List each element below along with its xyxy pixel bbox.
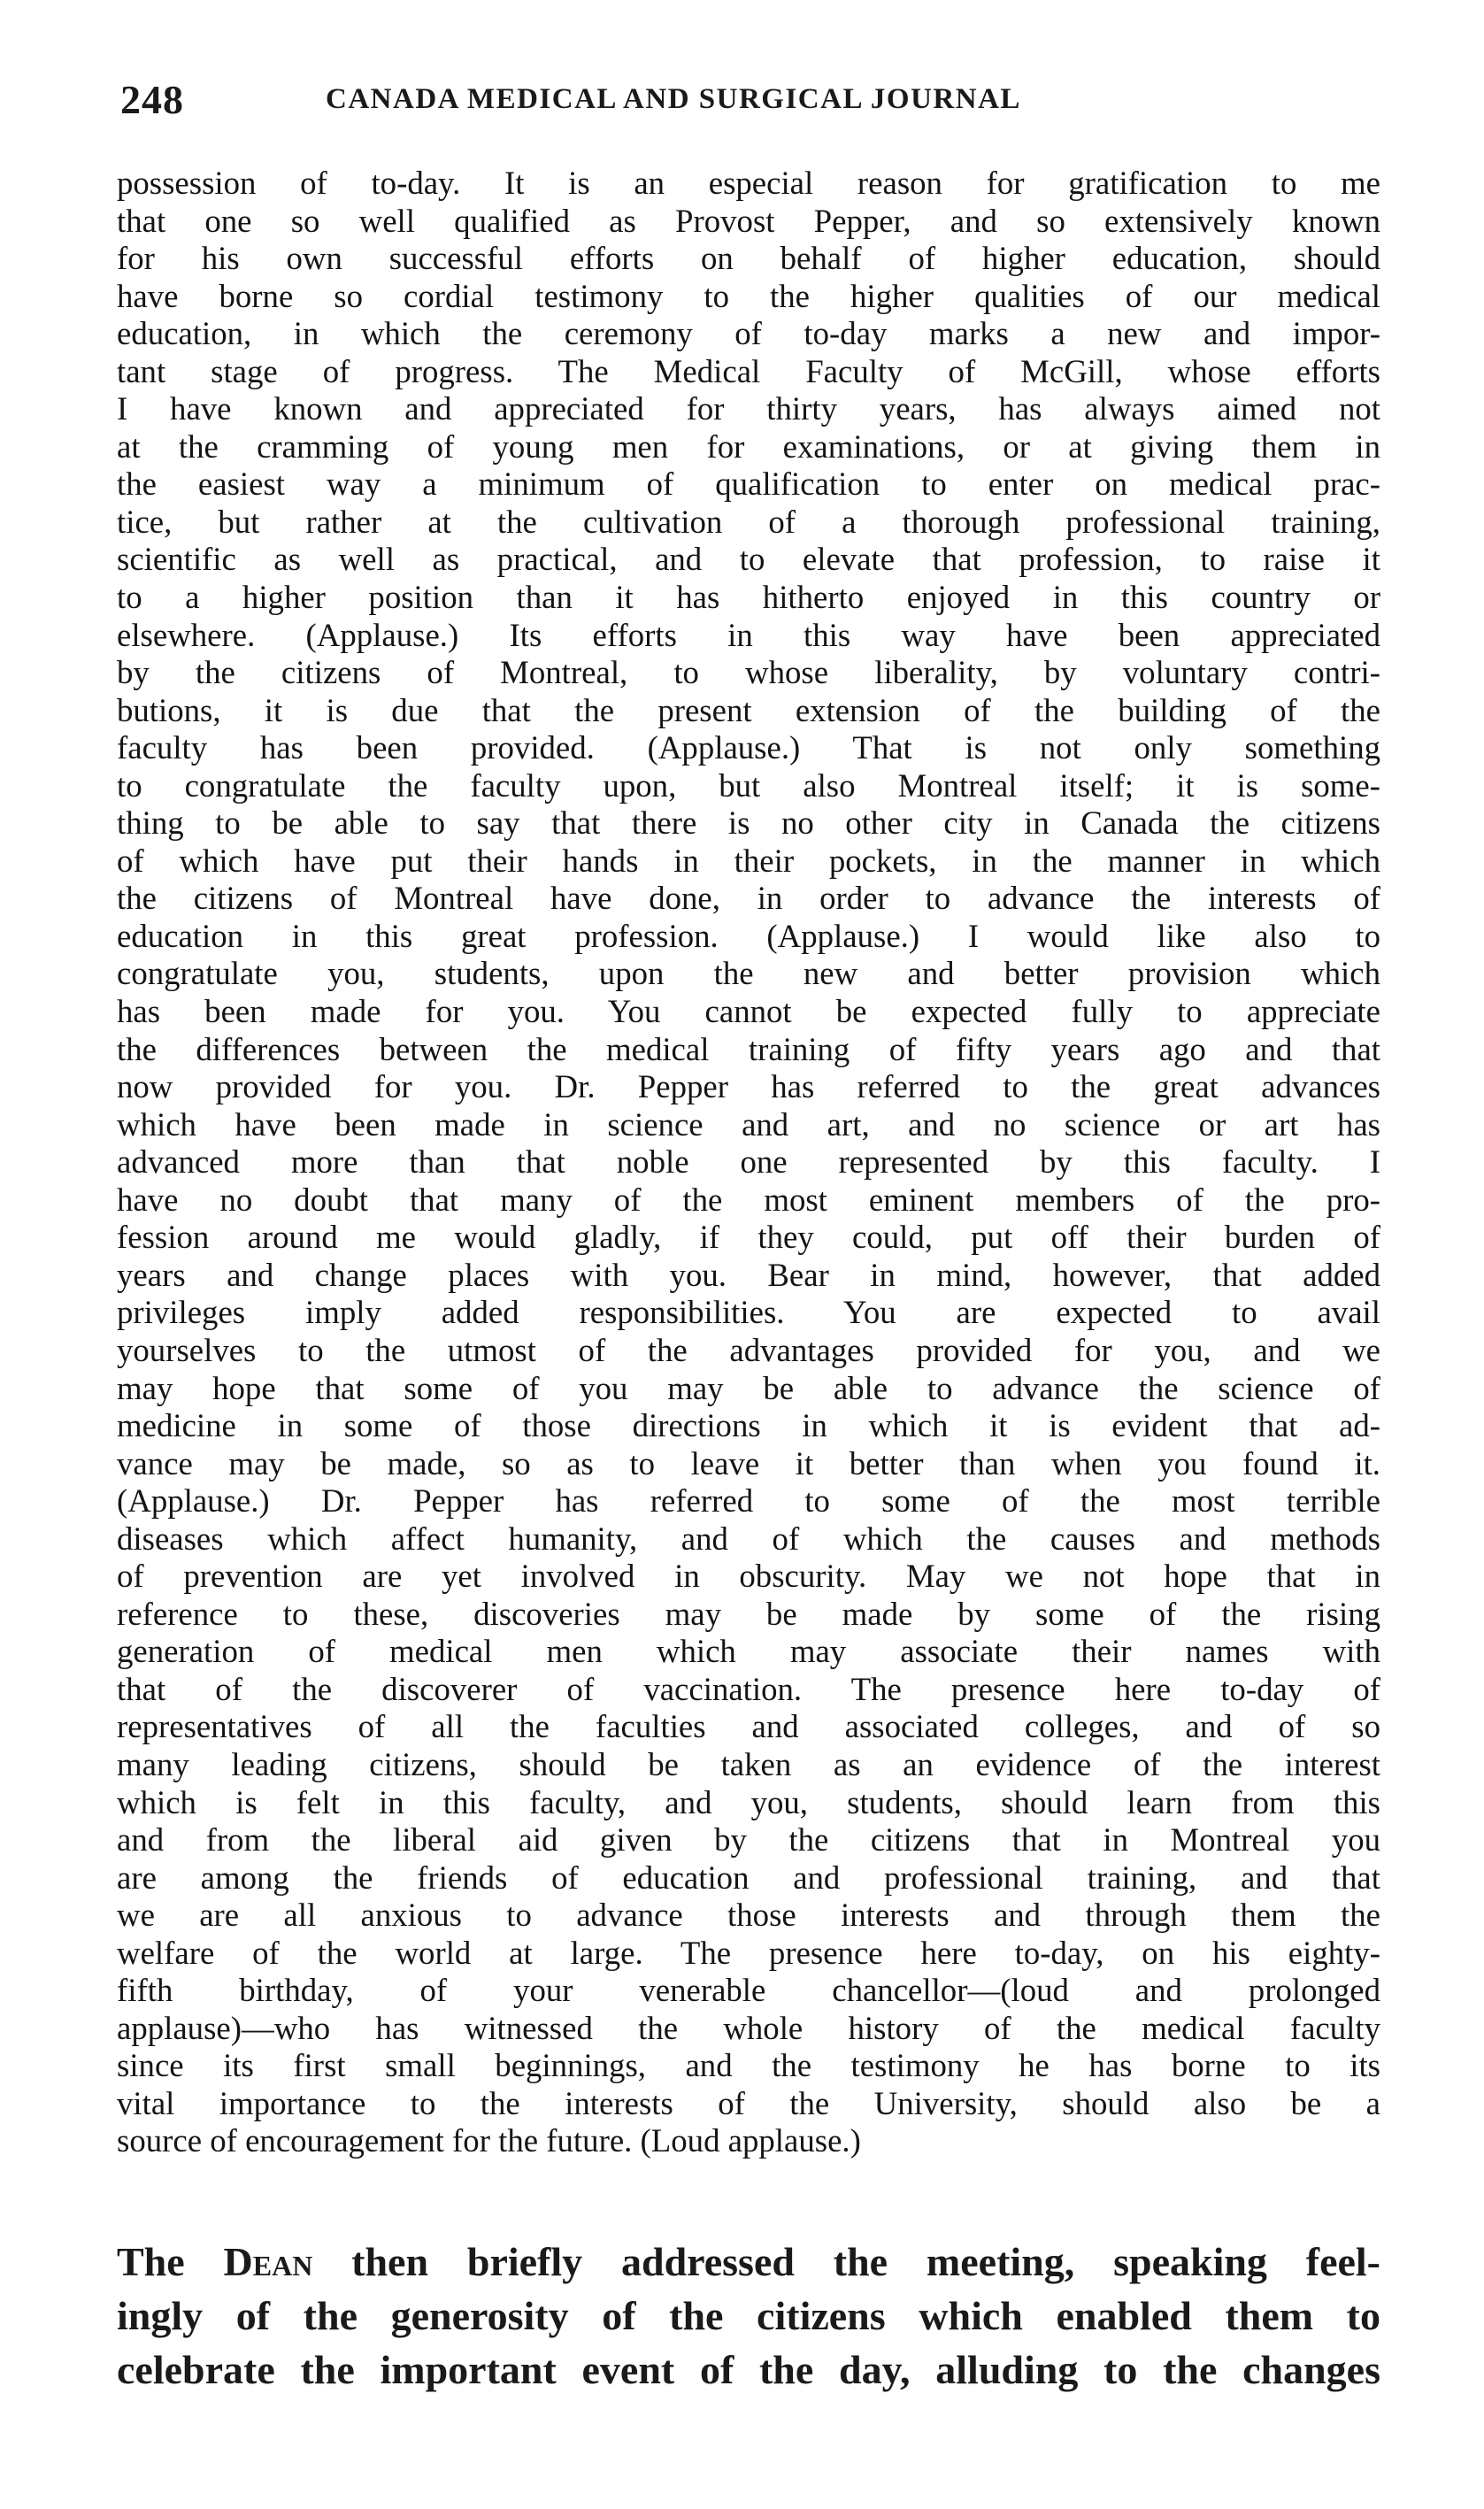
text-line: at the cramming of young men for examinations, or at giving them in bbox=[117, 427, 1380, 465]
text-line: yourselves to the utmost of the advantages provided for you, and we bbox=[117, 1331, 1380, 1368]
text-line: reference to these, discoveries may be made by some of the rising bbox=[117, 1595, 1380, 1632]
text-line: medicine in some of those directions in which it is evident that ad- bbox=[117, 1407, 1380, 1444]
text-line: representatives of all the faculties and associated colleges, and of so bbox=[117, 1708, 1380, 1745]
text-line: (Applause.) Dr. Pepper has referred to some of the most terrible bbox=[117, 1482, 1380, 1520]
text-line: butions, it is due that the present extension of the building of the bbox=[117, 691, 1380, 728]
text-line: to congratulate the faculty upon, but also Montreal itself; it is some- bbox=[117, 766, 1380, 804]
closing-line-1 bbox=[117, 2235, 1380, 2289]
text-line: we are all anxious to advance those interests and through them the bbox=[117, 1897, 1380, 1934]
text-line: by the citizens of Montreal, to whose liberality, by voluntary contri- bbox=[117, 654, 1380, 691]
text-line: years and change places with you. Bear in mind, however, that added bbox=[117, 1256, 1380, 1293]
text-line: privileges imply added responsibilities. You are expected to avail bbox=[117, 1294, 1380, 1331]
text-line: since its first small beginnings, and the testimony he has borne to its bbox=[117, 2047, 1380, 2084]
closing-line-2: ingly of the generosity of the citizens which enabled them to bbox=[117, 2293, 1380, 2338]
text-line: welfare of the world at large. The presence here to-day, on his eighty- bbox=[117, 1934, 1380, 1971]
text-line: congratulate you, students, upon the new and better provision which bbox=[117, 955, 1380, 992]
text-line: that of the discoverer of vaccination. The presence here to-day of bbox=[117, 1670, 1380, 1707]
text-line-last: source of encouragement for the future. (Loud applause.) bbox=[117, 2122, 861, 2159]
text-line: education, in which the ceremony of to-day marks a new and impor- bbox=[117, 315, 1380, 352]
speech-paragraph bbox=[117, 165, 1380, 2160]
text-line: tant stage of progress. The Medical Faculty of McGill, whose efforts bbox=[117, 352, 1380, 389]
text-line: now provided for you. Dr. Pepper has referred to the great advances bbox=[117, 1068, 1380, 1105]
text-line: applause)—who has witnessed the whole history of the medical faculty bbox=[117, 2009, 1380, 2046]
text-line: for his own successful efforts on behalf of higher education, should bbox=[117, 240, 1380, 277]
text-line: education in this great profession. (Applause.) I would like also to bbox=[117, 917, 1380, 954]
text-line: I have known and appreciated for thirty years, has always aimed not bbox=[117, 390, 1380, 427]
closing-line-1-rest: then briefly addressed the meeting, speaking feel- bbox=[312, 2239, 1381, 2284]
page-number: 248 bbox=[120, 77, 184, 122]
text-line: the differences between the medical training of fifty years ago and that bbox=[117, 1030, 1380, 1067]
text-line: faculty has been provided. (Applause.) That is not only something bbox=[117, 729, 1380, 766]
text-line: diseases which affect humanity, and of which the causes and methods bbox=[117, 1520, 1380, 1557]
text-line: generation of medical men which may associate their names with bbox=[117, 1633, 1380, 1670]
text-line: elsewhere. (Applause.) Its efforts in this way have been appreciated bbox=[117, 616, 1380, 653]
text-line: fession around me would gladly, if they could, put off their burden of bbox=[117, 1219, 1380, 1256]
closing-line-3: celebrate the important event of the day, alluding to the changes bbox=[117, 2347, 1380, 2392]
text-line: are among the friends of education and professional training, and that bbox=[117, 1859, 1380, 1896]
closing-prefix: The bbox=[117, 2239, 224, 2284]
text-line: vital importance to the interests of the University, should also be a bbox=[117, 2084, 1380, 2121]
text-line: has been made for you. You cannot be expected fully to appreciate bbox=[117, 993, 1380, 1030]
journal-title: CANADA MEDICAL AND SURGICAL JOURNAL bbox=[326, 83, 1021, 115]
text-line: which have been made in science and art, and no science or art has bbox=[117, 1105, 1380, 1143]
text-line: to a higher position than it has hitherto enjoyed in this country or bbox=[117, 579, 1380, 616]
text-line: of prevention are yet involved in obscurity. May we not hope that in bbox=[117, 1558, 1380, 1595]
text-line: the easiest way a minimum of qualification to enter on medical prac- bbox=[117, 466, 1380, 503]
text-line: of which have put their hands in their pockets, in the manner in which bbox=[117, 842, 1380, 879]
text-line: which is felt in this faculty, and you, students, should learn from this bbox=[117, 1783, 1380, 1820]
text-line: vance may be made, so as to leave it better than when you found it. bbox=[117, 1444, 1380, 1482]
closing-paragraph bbox=[117, 2235, 1380, 2397]
text-line: have borne so cordial testimony to the higher qualities of our medical bbox=[117, 277, 1380, 314]
text-line: may hope that some of you may be able to advance the science of bbox=[117, 1369, 1380, 1406]
text-line: advanced more than that noble one represented by this faculty. I bbox=[117, 1143, 1380, 1181]
text-line: fifth birthday, of your venerable chancellor—(loud and prolonged bbox=[117, 1972, 1380, 2009]
text-line: that one so well qualified as Provost Pepper, and so extensively known bbox=[117, 202, 1380, 239]
text-line: and from the liberal aid given by the citizens that in Montreal you bbox=[117, 1821, 1380, 1859]
text-line: tice, but rather at the cultivation of a thorough professional training, bbox=[117, 503, 1380, 540]
text-line: many leading citizens, should be taken as an evidence of the interest bbox=[117, 1745, 1380, 1782]
text-line: have no doubt that many of the most eminent members of the pro- bbox=[117, 1181, 1380, 1218]
text-line: scientific as well as practical, and to elevate that profession, to raise it bbox=[117, 541, 1380, 578]
running-head bbox=[120, 76, 1359, 129]
text-line: thing to be able to say that there is no other city in Canada the citizens bbox=[117, 804, 1380, 842]
text-line: the citizens of Montreal have done, in order to advance the interests of bbox=[117, 880, 1380, 917]
text-line: possession of to-day. It is an especial reason for gratification to me bbox=[117, 165, 1380, 201]
dean-small-caps: Dean bbox=[223, 2239, 313, 2284]
